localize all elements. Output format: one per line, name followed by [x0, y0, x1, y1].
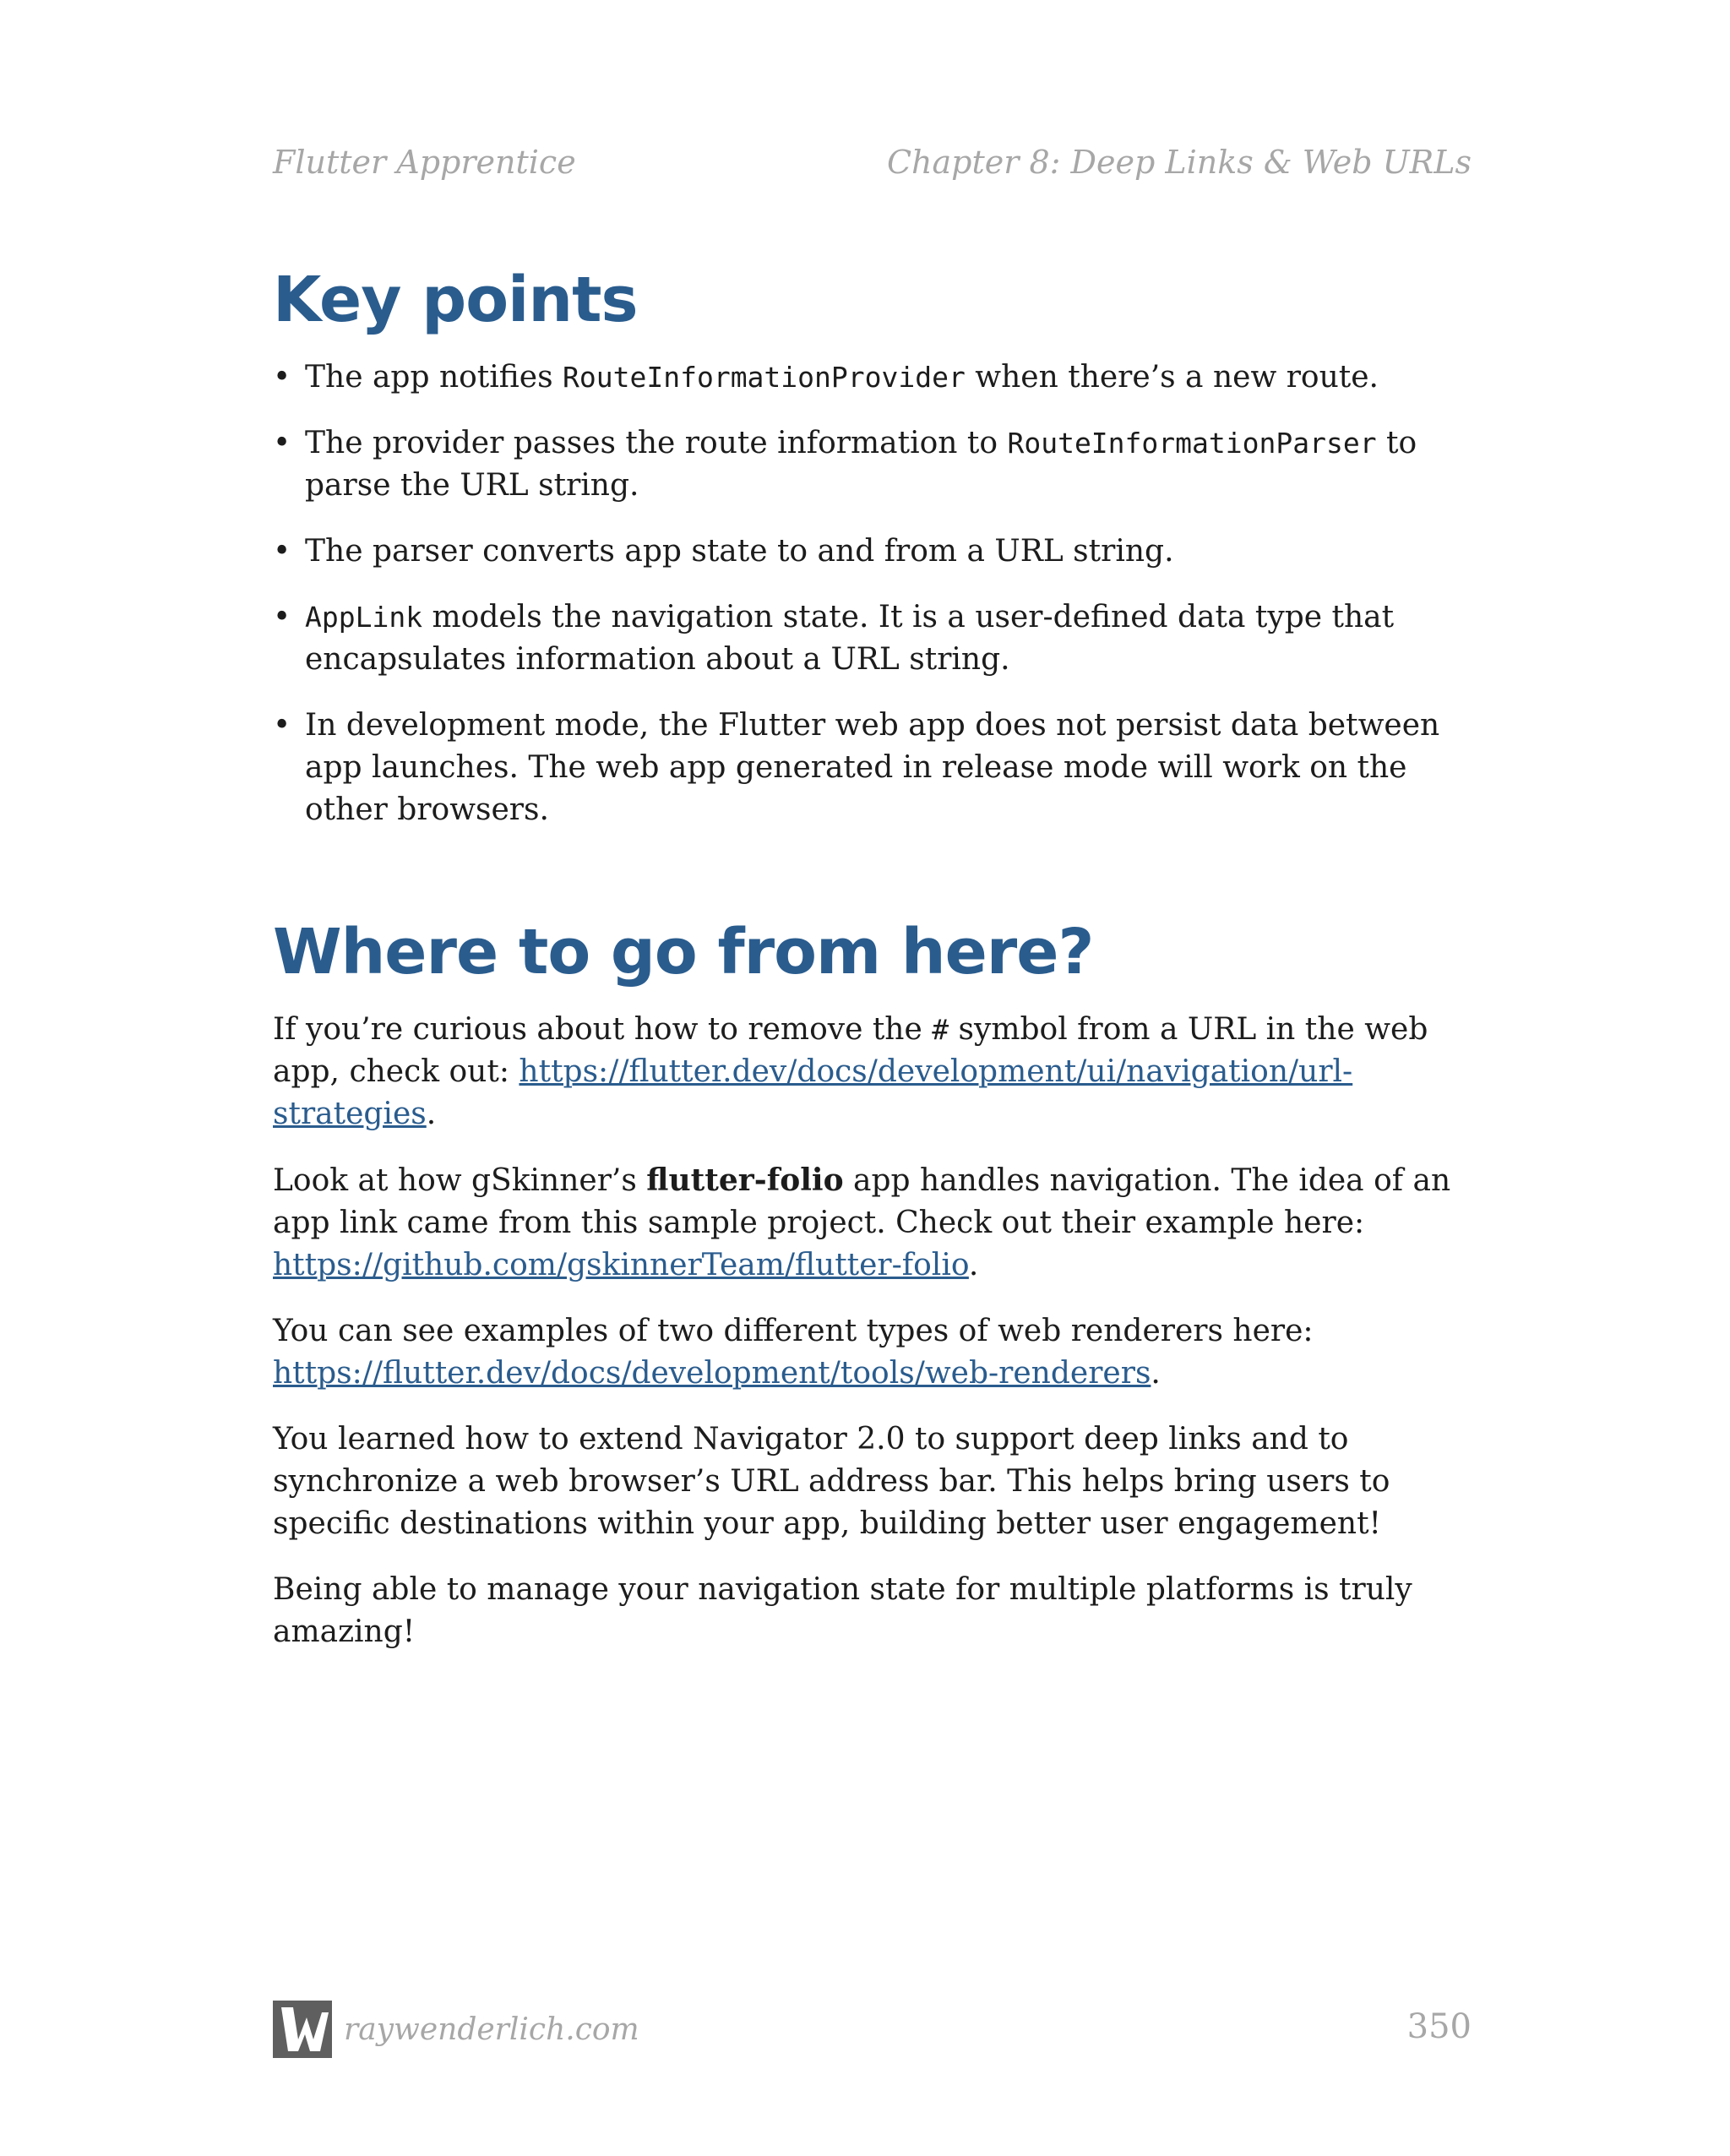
- page-content: [273, 253, 1477, 1677]
- paragraph-closing: Being able to manage your navigation state for multiple platforms is truly amazing!: [273, 1572, 1412, 1649]
- paragraph-web-renderers: You can see examples of two different types of web renderers here: https://flutter.dev/docs/development/tools/web-renderers.: [273, 1314, 1314, 1391]
- key-point-item: • In development mode, the Flutter web app does not persist data between app launches. The web app generated in release mode will work on the other browsers.: [273, 705, 1477, 831]
- flutter-folio-link[interactable]: https://github.com/gskinnerTeam/flutter-folio: [273, 1248, 969, 1282]
- book-title: Flutter Apprentice: [273, 144, 576, 181]
- key-point-item: • AppLink models the navigation state. It is a user-defined data type that encapsulates information about a URL string.: [273, 596, 1477, 681]
- site-name: raywenderlich.com: [344, 2012, 639, 2047]
- key-point-item: • The provider passes the route information to RouteInformationParser to parse the URL string.: [273, 422, 1477, 507]
- paragraph-summary: You learned how to extend Navigator 2.0 to support deep links and to synchronize a web browser’s URL address bar. This helps bring users to specific destinations within your app, building better user engagement!: [273, 1422, 1390, 1541]
- paragraph-url-strategies: If you’re curious about how to remove the # symbol from a URL in the web app, check out: https://flutter.dev/docs/development/ui/navigation/url-strategies.: [273, 1012, 1428, 1131]
- inline-code: RouteInformationProvider: [563, 361, 966, 394]
- chapter-title: Chapter 8: Deep Links & Web URLs: [886, 144, 1472, 181]
- running-header: [273, 144, 1472, 181]
- inline-code: RouteInformationParser: [1007, 427, 1377, 460]
- key-points-list: [273, 357, 1477, 831]
- key-point-item: • The app notifies RouteInformationProvider when there’s a new route.: [273, 357, 1477, 399]
- page-footer: [273, 2001, 1472, 2060]
- where-to-go-heading: Where to go from here?: [273, 916, 1094, 988]
- raywenderlich-logo-icon: [273, 2001, 332, 2058]
- url-strategies-link[interactable]: https://flutter.dev/docs/development/ui/navigation/url-strategies: [273, 1054, 1353, 1131]
- paragraph-flutter-folio: Look at how gSkinner’s flutter-folio app handles navigation. The idea of an app link came from this sample project. Check out their example here: https://github.com/gskinnerTeam/flutter-folio.: [273, 1162, 1451, 1282]
- key-points-heading: Key points: [273, 264, 638, 336]
- web-renderers-link[interactable]: https://flutter.dev/docs/development/tools/web-renderers: [273, 1356, 1151, 1391]
- inline-code: #: [932, 1013, 949, 1046]
- bold-term: flutter-folio: [646, 1162, 844, 1198]
- inline-code: AppLink: [305, 601, 423, 634]
- page-number: 350: [1406, 2007, 1472, 2046]
- key-point-item: • The parser converts app state to and from a URL string.: [273, 531, 1477, 573]
